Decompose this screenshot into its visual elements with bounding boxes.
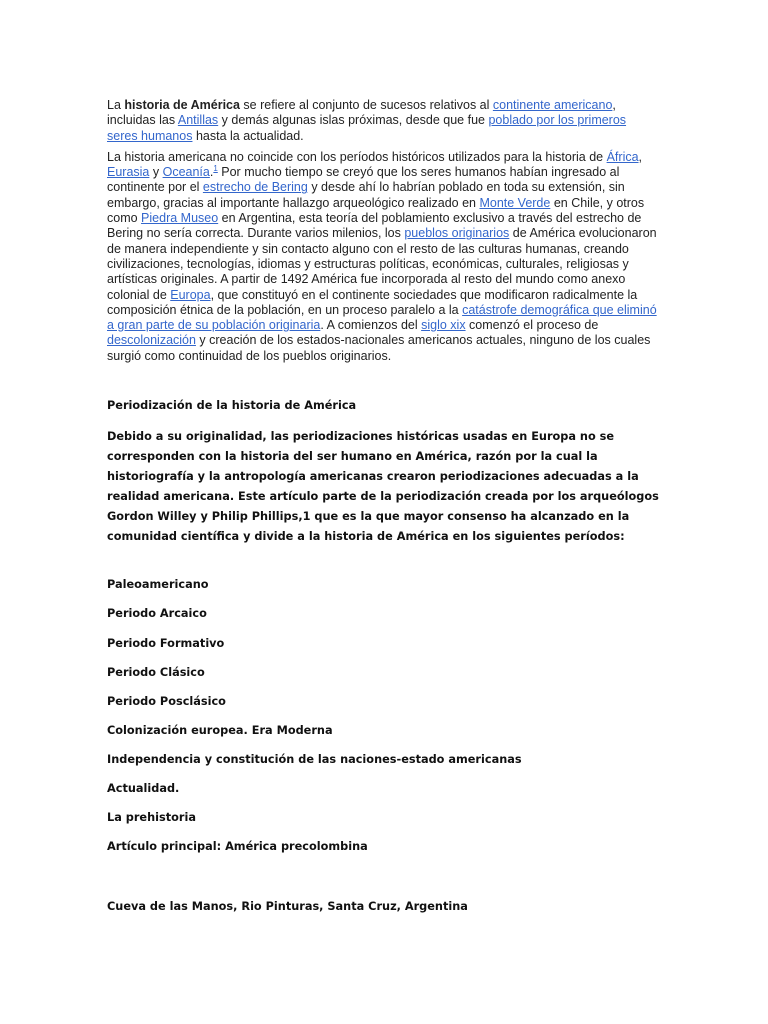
period-item: Independencia y constitución de las naciones-estado americanas (107, 753, 522, 766)
link-europa[interactable]: Europa (170, 287, 211, 302)
period-item: Periodo Formativo (107, 637, 225, 650)
wikipedia-excerpt (107, 98, 659, 370)
article-subject: historia de América (124, 98, 240, 112)
link-poblamiento[interactable]: poblado por los primeros seres humanos (107, 113, 627, 143)
link-eurasia[interactable]: Eurasia (107, 165, 150, 180)
period-item: Periodo Arcaico (107, 607, 207, 620)
link-pueblos-originarios[interactable]: pueblos originarios (404, 226, 510, 241)
link-oceania[interactable]: Oceanía (162, 165, 210, 180)
period-item: Colonización europea. Era Moderna (107, 724, 333, 737)
link-continente-americano[interactable]: continente americano (492, 98, 613, 112)
link-piedra-museo[interactable]: Piedra Museo (141, 211, 219, 226)
history-paragraph: La historia americana no coincide con los períodos históricos utilizados para la historia de África, Eurasia y Oceanía.$^1$ Por mucho tiempo se creyó que los seres humanos habían ingresado al continente por el estrecho de Bering y desde ahí lo habrían poblado en toda su extensión, sin embargo, gracias al importante hallazgo arqueológico realizado en Monte Verde en Chile, y otros como Piedra Museo en Argentina, esta teoría del poblamiento exclusivo a través del estrecho de Bering no sería correcta. Durante varios milenios, los pueblos originarios de América evolucionaron de manera independiente y sin contacto alguno con el resto de las culturas humanas, creando civilizaciones, tecnologías, idiomas y estructuras políticas, económicas, culturales, religiosas y artísticas originales. A partir de 1492 América fue incorporada al resto del mundo como anexo colonial de Europa, que constituyó en el continente sociedades que modificaron radicalmente la composición étnica de la población, en un proceso paralelo a la catástrofe demográfica que eliminó a gran parte de su población originaria. A comienzos del siglo xix comenzó el proceso de descolonización y creación de los estados-nacionales americanos actuales, ninguno de los cuales surgió como continuidad de los pueblos originarios. (107, 149, 657, 363)
link-catastrofe-demografica[interactable]: catástrofe demográfica que eliminó a gran parte de su población originaria (107, 302, 657, 333)
period-item: Paleoamericano (107, 578, 209, 591)
period-item: Actualidad. (107, 782, 180, 795)
intro-paragraph: La historia de América se refiere al conjunto de sucesos relativos al continente americano, incluidas las Antillas y demás algunas islas próximas, desde que fue poblado por los primeros seres humanos hasta la actualidad. (107, 98, 627, 143)
period-item: Periodo Clásico (107, 666, 205, 679)
image-caption: Cueva de las Manos, Rio Pinturas, Santa Cruz, Argentina (107, 900, 468, 913)
link-antillas[interactable]: Antillas (177, 113, 219, 128)
reference-link[interactable]: 1 (213, 164, 218, 174)
link-estrecho-de-bering[interactable]: estrecho de Bering (202, 180, 308, 195)
section-heading: Periodización de la historia de América (107, 399, 357, 412)
link-monte-verde[interactable]: Monte Verde (479, 195, 551, 210)
period-item: Periodo Posclásico (107, 695, 226, 708)
link-siglo-xix[interactable]: siglo xix (421, 318, 466, 333)
link-africa[interactable]: África (606, 149, 639, 164)
periodization-paragraph: Debido a su originalidad, las periodizaciones históricas usadas en Europa no se corresponden con la historia del ser humano en América, razón por la cual la historiografía y la antropología americanas crearon periodizaciones adecuadas a la realidad americana. Este artículo parte de la periodización creada por los arqueólogos Gordon Willey y Philip Phillips,1 que es la que mayor consenso ha alcanzado en la comunidad científica y divide a la historia de América en los siguientes períodos: (107, 430, 659, 543)
prehistory-heading: La prehistoria (107, 811, 196, 824)
link-descolonizacion[interactable]: descolonización (107, 333, 196, 348)
main-article-note: Artículo principal: América precolombina (107, 840, 368, 853)
